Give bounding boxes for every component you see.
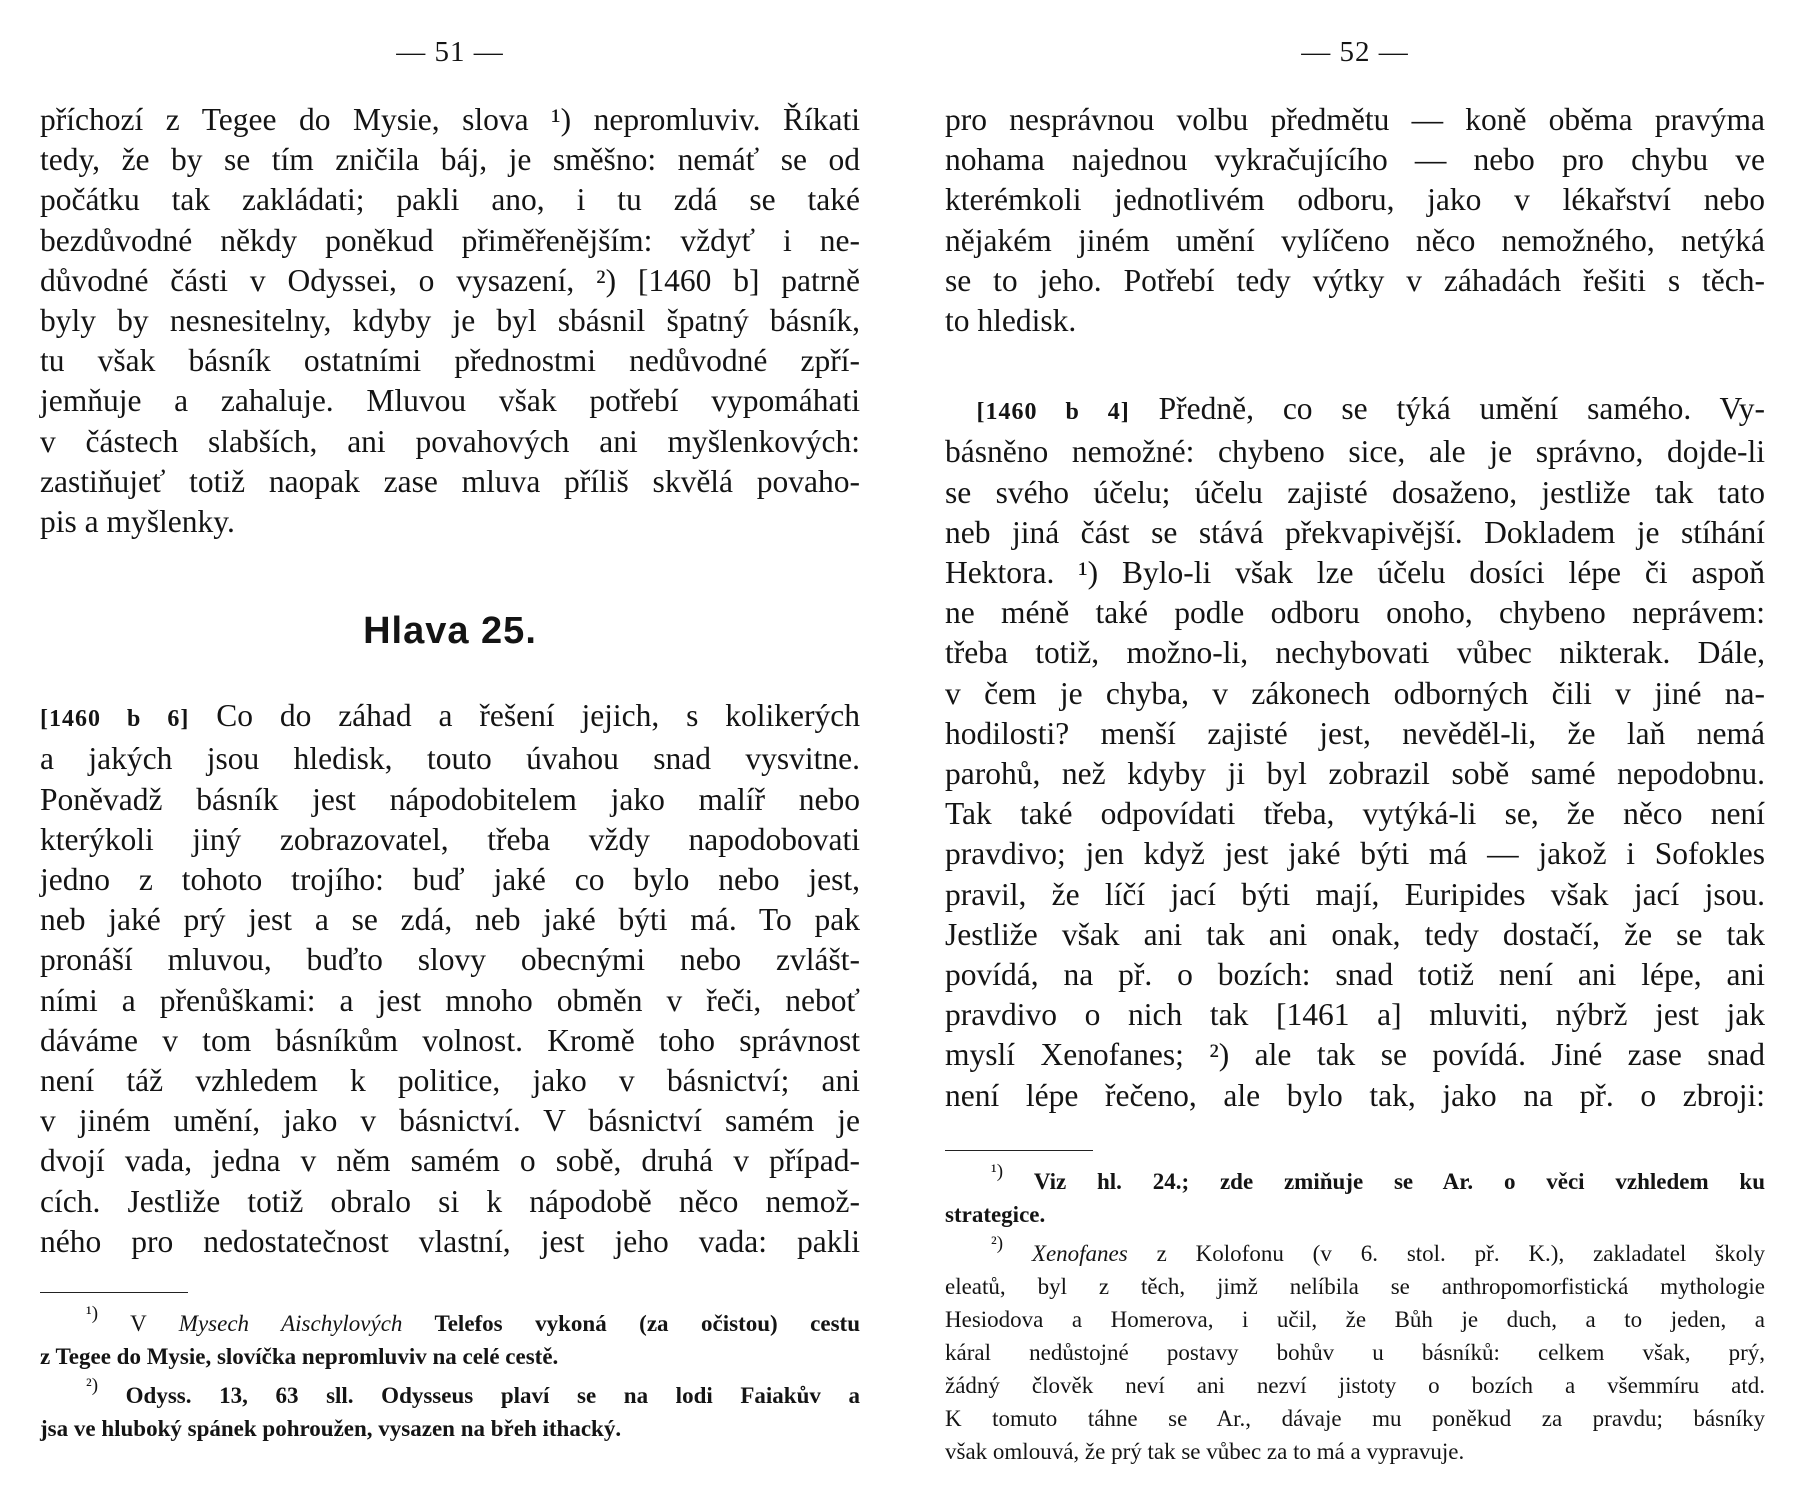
text-line: není táž vzhledem k politice, jako v básnictví; ani bbox=[40, 1063, 860, 1099]
left-page bbox=[40, 0, 860, 1445]
text-line: nohama najednou vykračujícího — nebo pro chybu ve bbox=[945, 142, 1765, 178]
footnote-line: strategice. bbox=[945, 1201, 1046, 1227]
footnote-line: $^{^1)}$ Viz hl. 24.; zde zmiňuje se Ar. o věci vzhledem ku bbox=[991, 1160, 1766, 1194]
text-line: to hledisk. bbox=[945, 303, 1077, 339]
text-line: se to jeho. Potřebí tedy výtky v záhadách řešiti s těch- bbox=[945, 262, 1765, 298]
footnote-mark: ¹) bbox=[991, 1160, 1004, 1182]
text-line: důvodné části v Odyssei, o vysazení, ²) [1460 b] patrně bbox=[40, 262, 860, 298]
text-line: neb jaké prý jest a se zdá, neb jaké býti má. To pak bbox=[40, 902, 860, 938]
text-line: pronáší mluvou, buďto slovy obecnými nebo zvlášt- bbox=[40, 942, 860, 978]
italic-name: Xenofanes bbox=[1031, 1240, 1128, 1266]
text-line: byly by nesnesitelny, kdyby je byl sbásnil špatný básník, bbox=[40, 303, 860, 339]
footnote-line: Hesiodova a Homerova, i učil, že Bůh je duch, a to jeden, a bbox=[945, 1306, 1765, 1332]
paragraph bbox=[40, 100, 860, 542]
text-line: Poněvadž básník jest nápodobitelem jako malíř nebo bbox=[40, 781, 860, 817]
text-line: Hektora. ¹) Bylo-li však lze účelu dosíci lépe či aspoň bbox=[945, 555, 1765, 591]
paragraph bbox=[40, 696, 860, 1262]
footnote bbox=[945, 1232, 1765, 1468]
footnote-line: však omlouvá, že prý tak se vůbec za to má a vypravuje. bbox=[945, 1438, 1465, 1464]
footnote-mark: ²) bbox=[86, 1375, 99, 1397]
text-line: neb jiná část se stává překvapivější. Dokladem je stíhání bbox=[945, 514, 1765, 550]
text-line: tu však básník ostatními přednostmi nedůvodné zpří- bbox=[40, 343, 860, 379]
chapter-title: Hlava 25. bbox=[363, 610, 537, 653]
text-line: bezdůvodné někdy poněkud přiměřenějším: vždyť i ne- bbox=[40, 222, 860, 258]
text-line: a jakých jsou hledisk, touto úvahou snad vysvitne. bbox=[40, 741, 860, 777]
text-line: tedy, že by se tím zničila báj, je směšno: nemáť se od bbox=[40, 142, 860, 178]
text-line: parohů, než kdyby ji byl zobrazil sobě samé nepodobnu. bbox=[945, 756, 1765, 792]
text-line: pravil, že líčí jací býti mají, Euripides však jací jsou. bbox=[945, 876, 1765, 912]
text-line bbox=[945, 389, 1765, 432]
line-marker: [1460 b 6] bbox=[40, 706, 190, 733]
text-fragment: Předně, co se týká umění samého. Vy- bbox=[1158, 391, 1765, 427]
text-line: dáváme v tom básníkům volnost. Kromě toho správnost bbox=[40, 1022, 860, 1058]
text-line: v jiném umění, jako v básnictví. V básnictví samém je bbox=[40, 1103, 860, 1139]
footnote-mark: ¹) bbox=[86, 1303, 99, 1325]
text-line: dvojí vada, jedna v něm samém o sobě, druhá v případ- bbox=[40, 1143, 860, 1179]
text-line: příchozí z Tegee do Mysie, slova ¹) nepromluviv. Říkati bbox=[40, 102, 860, 137]
text-line: jemňuje a zahaluje. Mluvou však potřebí vypomáhati bbox=[40, 383, 860, 419]
text-line: pro nesprávnou volbu předmětu — koně oběma pravýma bbox=[945, 102, 1765, 137]
text-line: myslí Xenofanes; ²) ale tak se povídá. Jiné zase snad bbox=[945, 1037, 1765, 1073]
footnote bbox=[40, 1375, 861, 1445]
footnote-line: jsa ve hluboký spánek pohroužen, vysazen na břeh ithacký. bbox=[40, 1416, 622, 1442]
text-line: není lépe řečeno, ale bylo tak, jako na př. o zbroji: bbox=[945, 1077, 1765, 1113]
text-line: v částech slabších, ani povahových ani myšlenkových: bbox=[40, 423, 860, 459]
text-line: povídá, na př. o bozích: snad totiž není ani lépe, ani bbox=[945, 957, 1765, 993]
footnote-divider bbox=[40, 1292, 188, 1293]
footnote-line: eleatů, byl z těch, jimž nelíbila se anthropomorfistická mythologie bbox=[945, 1273, 1765, 1299]
page-number: — 51 — bbox=[396, 36, 504, 68]
text-line bbox=[40, 696, 860, 739]
text-line: počátku tak zakládati; pakli ano, i tu zdá se také bbox=[40, 182, 860, 218]
text-line: Jestliže však ani tak ani onak, tedy dostačí, že se tak bbox=[945, 916, 1765, 952]
footnote-line: $^{^2)}$ Odyss. 13, 63 sll. Odysseus plaví se na lodi Faiakův a bbox=[86, 1375, 861, 1409]
text-line: kterémkoli jednotlivém odboru, jako v lékařství nebo bbox=[945, 182, 1765, 218]
text-line: jedno z tohoto trojího: buď jaké co bylo nebo jest, bbox=[40, 862, 860, 898]
paragraph bbox=[945, 100, 1765, 341]
footnote-line: $^{^2)}$ Xenofanes z Kolofonu (v 6. stol. př. K.), zakladatel školy bbox=[991, 1232, 1765, 1266]
right-page bbox=[945, 0, 1765, 1468]
page-number: — 52 — bbox=[1301, 36, 1409, 68]
line-marker: [1460 b 4] bbox=[976, 399, 1130, 426]
footnote-mark: ²) bbox=[991, 1232, 1004, 1254]
text-line: pravdivo; jen když jest jaké býti má — jakož i Sofokles bbox=[945, 836, 1765, 872]
text-line: hodilosti? menší zajisté jest, nevěděl-li, že laň nemá bbox=[945, 715, 1765, 751]
text-line: ne méně také podle odboru onoho, chybeno neprávem: bbox=[945, 595, 1765, 631]
text-line: ními a přenůškami: a jest mnoho obměn v řeči, neboť bbox=[40, 982, 860, 1018]
text-line: nějakém jiném umění vylíčeno něco nemožného, netýká bbox=[945, 222, 1765, 258]
footnote-line: $^{^1)}$ V Mysech Aischylových Telefos vykoná (za očistou) cestu bbox=[86, 1303, 860, 1337]
text-line: se svého účelu; účelu zajisté dosaženo, jestliže tak tato bbox=[945, 474, 1765, 510]
footnote bbox=[40, 1303, 860, 1373]
text-line: pravdivo o nich tak [1461 a] mluviti, nýbrž jest jak bbox=[945, 997, 1765, 1033]
text-line: kterýkoli jiný zobrazovatel, třeba vždy napodobovati bbox=[40, 821, 860, 857]
italic-title: Mysech Aischylových bbox=[178, 1311, 403, 1337]
footnote-divider bbox=[945, 1150, 1093, 1151]
footnote-line: K tomuto táhne se Ar., dávaje mu poněkud za pravdu; básníky bbox=[945, 1405, 1765, 1431]
text-line: ného pro nedostatečnost vlastní, jest jeho vada: pakli bbox=[40, 1223, 860, 1259]
footnote bbox=[945, 1160, 1766, 1231]
text-line: pis a myšlenky. bbox=[40, 504, 235, 540]
footnote-line: žádný člověk neví ani nezví jistoty o bozích a všemmíru atd. bbox=[945, 1372, 1765, 1398]
footnote-line: káral nedůstojné postavy bohův u básníků: celkem však, prý, bbox=[945, 1339, 1765, 1365]
text-line: zastiňujeť totiž naopak zase mluva příliš skvělá povaho- bbox=[40, 463, 860, 499]
text-line: třeba totiž, možno-li, nechybovati vůbec nikterak. Dále, bbox=[945, 635, 1765, 671]
text-fragment: Co do záhad a řešení jejich, s kolikerých bbox=[216, 698, 860, 734]
text-line: cích. Jestliže totiž obralo si k nápodobě něco nemož- bbox=[40, 1183, 860, 1219]
text-line: básněno nemožné: chybeno sice, ale je správno, dojde-li bbox=[945, 434, 1765, 470]
text-line: v čem je chyba, v zákonech odborných čili v jiné na- bbox=[945, 675, 1765, 711]
text-line: Tak také odpovídati třeba, vytýká-li se, že něco není bbox=[945, 796, 1765, 832]
footnote-line: z Tegee do Mysie, slovíčka nepromluviv na celé cestě. bbox=[40, 1344, 559, 1370]
paragraph bbox=[945, 389, 1765, 1116]
